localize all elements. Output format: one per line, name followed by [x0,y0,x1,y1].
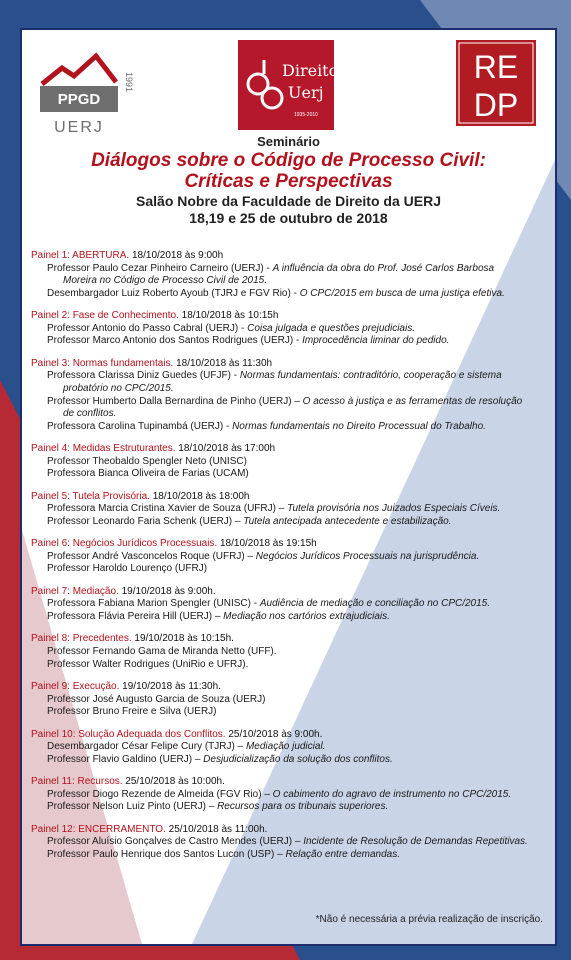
speaker-name: Professor Walter Rodrigues (UniRio e UFRJ). [47,658,249,670]
speaker-name: Professor Haroldo Lourenço (UFRJ) [47,563,208,575]
panel-label: Painel 7: Mediação. [31,585,119,597]
ppgd-org-text: UERJ [54,119,104,136]
panel-block [31,358,546,434]
speaker-entry [31,335,546,348]
speaker-name: Professor Theobaldo Spengler Neto (UNISC) [47,455,247,467]
speaker-entry [31,503,546,516]
speaker-name: Professor Aluísio Gonçalves de Castro Mendes (UERJ) – [47,836,304,848]
speaker-entry [31,836,546,849]
panel-label: Painel 8: Precedentes. [31,633,132,645]
speaker-name: Professor Flavio Galdino (UERJ) – [47,753,204,765]
panel-datetime: 18/10/2018 às 11:30h [173,357,273,369]
talk-topic: Audiência de mediação e conciliação no CPC/2015. [259,598,491,610]
talk-topic: Incidente de Resolução de Demandas Repetitivas. [303,836,528,848]
panel-block [31,310,546,348]
redp-line2: DP [473,87,519,123]
panel-block [31,681,546,719]
panel-block [31,443,546,481]
talk-topic: Improcedência liminar do pedido. [302,335,450,347]
speaker-entry [31,263,546,288]
speaker-name: Professor Leonardo Faria Schenk (UERJ) – [47,515,244,527]
speaker-name: Professora Carolina Tupinambá (UERJ) - [47,420,233,432]
talk-topic-continued: Moreira no Código de Processo Civil de 2015. [63,275,267,287]
panel-datetime: 25/10/2018 às 10:00h. [122,776,225,788]
speaker-entry [31,754,546,767]
panel-heading [31,633,546,646]
talk-topic: Mediação judicial. [245,741,326,753]
speaker-entry [31,801,546,814]
panel-label: Painel 12: ENCERRAMENTO. [31,823,166,835]
panel-heading [31,491,546,504]
speaker-entry [31,396,546,421]
speaker-name: Professora Clarissa Diniz Guedes (UFJF) - [47,370,240,382]
speaker-entry [31,563,546,576]
speaker-entry [31,849,546,862]
panel-datetime: 18/10/2018 às 9:00h [129,250,224,261]
speaker-entry [31,468,546,481]
footnote: *Não é necessária a prévia realização de inscrição. [315,914,543,925]
speaker-name: Professora Fabiana Marion Spengler (UNISC) - [47,598,260,610]
speaker-name: Professor Antonio do Passo Cabral (UERJ) - [47,322,248,334]
speaker-entry [31,694,546,707]
redp-mark-icon [456,40,536,126]
panel-block [31,250,546,300]
panel-datetime: 19/10/2018 às 10:15h. [131,633,234,645]
ppgd-uerj-logo [40,42,132,138]
speaker-name: Professor André Vasconcelos Roque (UFRJ) – [47,550,256,562]
event-venue: Salão Nobre da Faculdade de Direito da UERJ [136,193,441,209]
talk-topic: Coisa julgada e questões prejudiciais. [247,322,415,334]
event-title-line1: Diálogos sobre o Código de Processo Civil: [91,150,486,171]
panel-datetime: 18/10/2018 às 10:15h [178,310,279,322]
talk-topic: Relação entre demandas. [285,848,400,860]
panel-block [31,491,546,529]
talk-topic: Recursos para os tribunais superiores. [217,801,389,813]
speaker-name: Professora Flávia Pereira Hill (UERJ) – [47,611,224,623]
event-title-line2: Críticas e Perspectivas [184,171,393,192]
panel-heading [31,824,546,837]
panel-block [31,729,546,767]
uerj-text: Uerj [288,83,324,102]
speaker-name: Professor José Augusto Garcia de Souza (UERJ) [47,693,266,705]
talk-topic: Normas fundamentais no Direito Processual do Trabalho. [232,420,486,432]
panel-label: Painel 5: Tutela Provisória. [31,490,150,502]
event-subtitle: Seminário [257,134,320,149]
speaker-entry [31,288,546,301]
speaker-entry [31,598,546,611]
direito-text: Direito [282,61,339,80]
talk-topic: Mediação nos cartórios extrajudiciais. [223,611,390,623]
panel-heading [31,358,546,371]
event-header [22,134,555,226]
event-dates: 18,19 e 25 de outubro de 2018 [189,210,388,226]
speaker-entry [31,551,546,564]
speaker-name: Professor Bruno Freire e Silva (UERJ) [47,706,217,718]
panel-datetime: 25/10/2018 às 9:00h. [225,728,323,740]
panel-heading [31,310,546,323]
speaker-entry [31,741,546,754]
panel-datetime: 25/10/2018 às 11:00h. [165,823,268,835]
redp-line1: RE [473,49,519,85]
panel-datetime: 18/10/2018 às 18:00h [149,490,250,502]
speaker-entry [31,659,546,672]
speaker-entry [31,456,546,469]
speaker-name: Professora Marcia Cristina Xavier de Souza (UFRJ) – [47,503,288,515]
speaker-name: Professor Fernando Gama de Miranda Netto (UFF). [47,646,277,658]
panel-datetime: 19/10/2018 às 11:30h. [119,681,221,692]
ppgd-year-text: 1991 [124,72,134,93]
direito-years-text: 1935-2010 [294,112,318,118]
talk-topic-continued: probatório no CPC/2015. [63,382,174,394]
panel-heading [31,729,546,742]
direito-emblem-icon [238,40,339,130]
panel-heading [31,443,546,456]
ppgd-mountain-icon [40,42,132,138]
talk-topic: Negócios Jurídicos Processuais na jurisprudência. [255,550,480,562]
speaker-entry [31,516,546,529]
speaker-entry [31,421,546,434]
speaker-entry [31,789,546,802]
speaker-name: Desembargador Luiz Roberto Ayoub (TJRJ e FGV Rio) - [47,287,300,299]
panel-datetime: 19/10/2018 às 9:00h. [118,585,216,597]
speaker-name: Professora Bianca Oliveira de Farias (UCAM) [47,468,249,480]
talk-topic: Normas fundamentais: contraditório, cooperação e sistema [239,370,502,382]
speaker-name: Professor Paulo Henrique dos Santos Lucon (USP) – [47,848,286,860]
talk-topic: A influência da obra do Prof. José Carlos Barbosa [272,262,495,274]
talk-topic: Desjudicialização da solução dos conflitos. [203,753,393,765]
panel-list [31,250,546,871]
speaker-name: Professor Diogo Rezende de Almeida (FGV Rio) – [47,788,273,800]
talk-topic: Tutela provisória nos Juizados Especiais Cíveis. [287,503,501,515]
speaker-entry [31,646,546,659]
panel-label: Painel 4: Medidas Estruturantes. [31,443,176,455]
speaker-entry [31,370,546,395]
talk-topic: O CPC/2015 em busca de uma justiça efetiva. [299,287,505,299]
panel-datetime: 18/10/2018 às 19:15h [217,538,317,550]
panel-heading [31,586,546,599]
panel-datetime: 18/10/2018 às 17:00h [175,443,276,455]
panel-block [31,776,546,814]
panel-label: Painel 9: Execução. [31,681,120,692]
panel-label: Painel 6: Negócios Jurídicos Processuais. [31,538,218,550]
speaker-name: Professor Humberto Dalla Bernardina de Pinho (UERJ) – [47,395,303,407]
panel-block [31,538,546,576]
panel-label: Painel 10: Solução Adequada dos Conflitos. [31,728,226,740]
panel-heading [31,538,546,551]
speaker-name: Professor Paulo Cezar Pinheiro Carneiro (UERJ) - [47,262,273,274]
speaker-entry [31,706,546,719]
panel-label: Painel 3: Normas fundamentais. [31,357,174,369]
ppgd-text: PPGD [57,91,101,108]
talk-topic: Tutela antecipada antecedente e estabilização. [243,515,452,527]
speaker-entry [31,611,546,624]
panel-block [31,633,546,671]
logo-bar [22,30,555,140]
speaker-entry [31,323,546,336]
direito-uerj-logo [238,40,339,130]
panel-label: Painel 1: ABERTURA. [31,250,130,261]
panel-block [31,824,546,862]
panel-heading [31,776,546,789]
talk-topic: O acesso à justiça e as ferramentas de resolução [302,395,523,407]
talk-topic: O cabimento do agravo de instrumento no CPC/2015. [272,788,512,800]
panel-heading [31,250,546,263]
speaker-name: Desembargador César Felipe Cury (TJRJ) – [47,741,246,753]
poster-card [20,28,557,946]
panel-label: Painel 2: Fase de Conhecimento. [31,310,179,322]
speaker-name: Professor Nelson Luiz Pinto (UERJ) – [47,801,218,813]
panel-block [31,586,546,624]
speaker-name: Professor Marco Antonio dos Santos Rodrigues (UERJ) - [47,335,303,347]
redp-logo [456,40,536,126]
talk-topic-continued: de conflitos. [63,408,117,420]
panel-label: Painel 11: Recursos. [31,776,123,788]
panel-heading [31,681,546,694]
